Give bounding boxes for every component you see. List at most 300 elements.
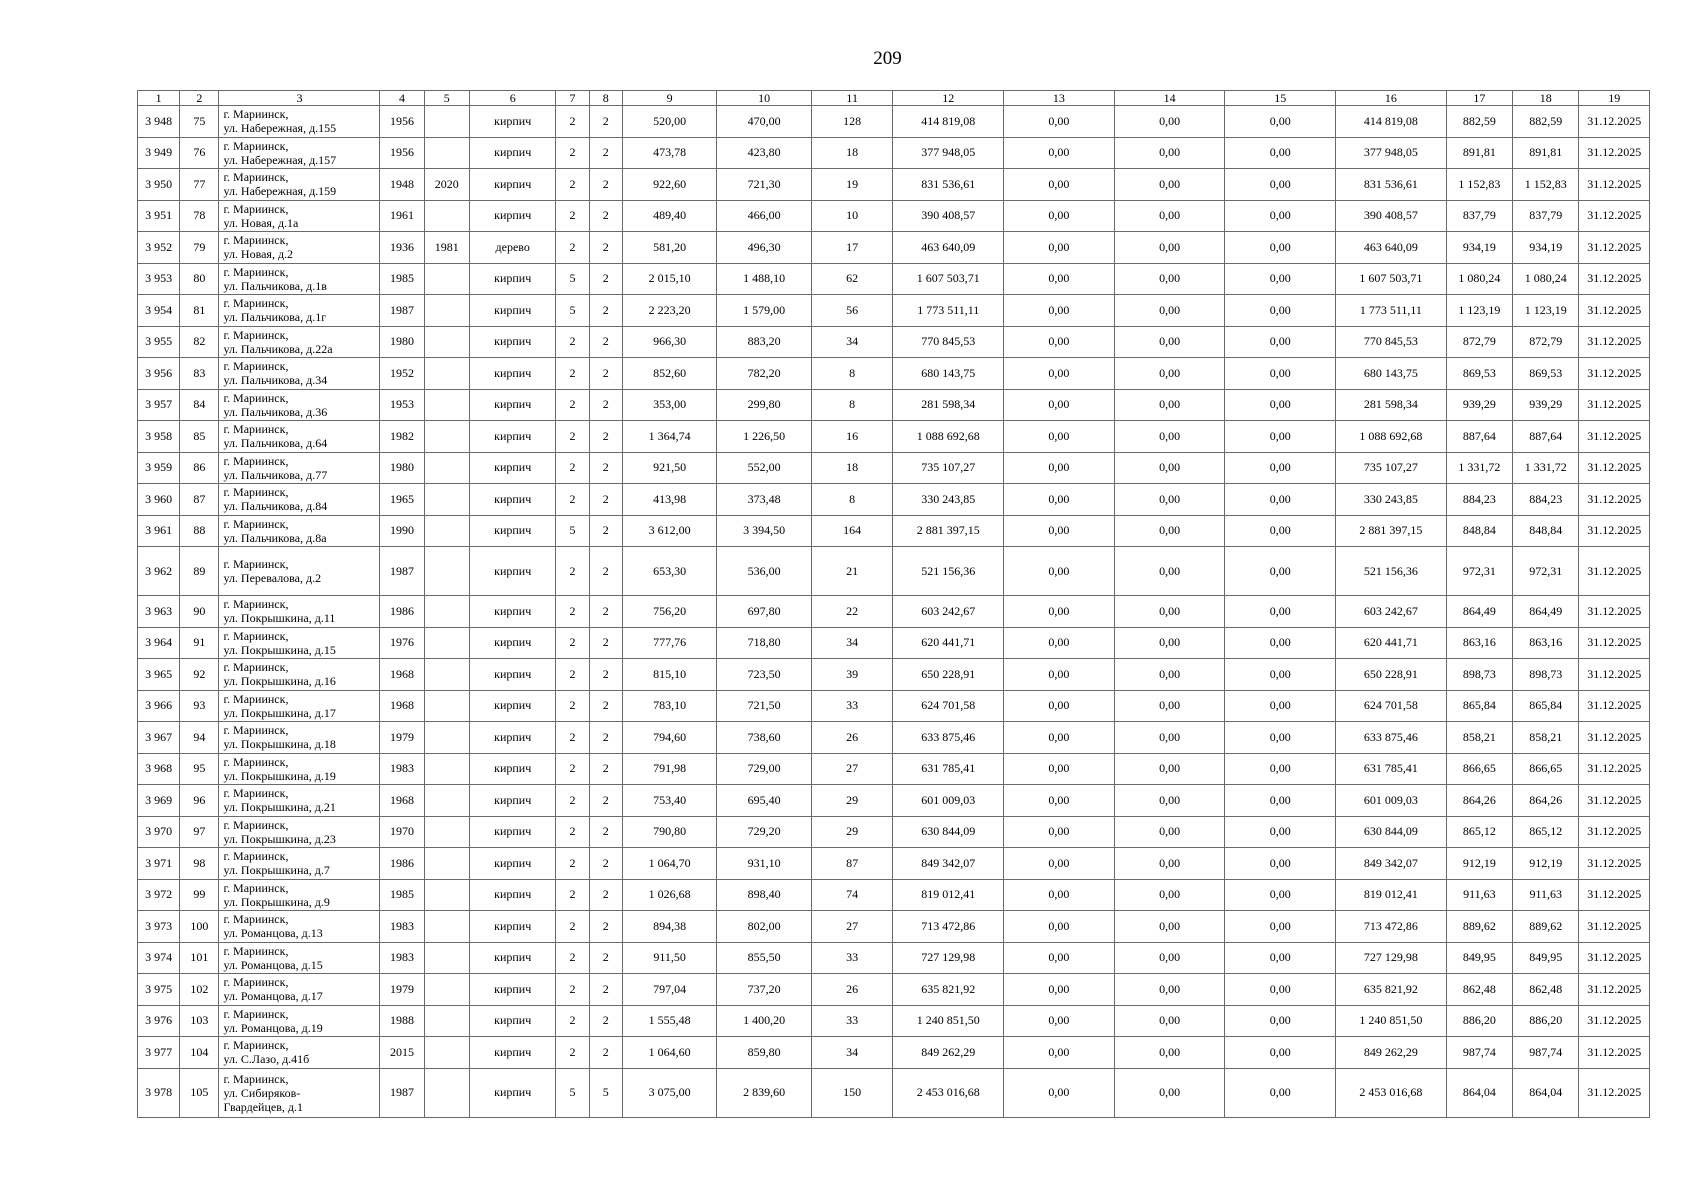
total-area: 653,30	[622, 547, 717, 596]
column-number-header: 2	[180, 91, 219, 106]
total-area: 3 612,00	[622, 515, 717, 547]
cost-column-14: 0,00	[1114, 421, 1225, 453]
local-number: 102	[180, 974, 219, 1006]
floors-count: 2	[556, 326, 589, 358]
total-area: 353,00	[622, 389, 717, 421]
unit-cost-column-17: 872,79	[1446, 326, 1512, 358]
repair-year	[424, 848, 469, 880]
total-cost: 330 243,85	[893, 484, 1004, 516]
floors-count: 2	[556, 232, 589, 264]
floors-count: 2	[556, 911, 589, 943]
total-cost: 727 129,98	[893, 942, 1004, 974]
cost-column-14: 0,00	[1114, 848, 1225, 880]
record-number: 3 962	[138, 547, 180, 596]
address-line: ул. Покрышкина, д.23	[223, 831, 336, 846]
cost-column-13: 0,00	[1004, 484, 1115, 516]
table-row	[138, 1068, 1650, 1117]
floors-count: 2	[556, 785, 589, 817]
record-number: 3 974	[138, 942, 180, 974]
local-number: 93	[180, 690, 219, 722]
residents-count: 164	[811, 515, 892, 547]
entrances-count: 2	[589, 785, 622, 817]
unit-cost-column-18: 898,73	[1513, 659, 1579, 691]
column-number-header: 9	[622, 91, 717, 106]
unit-cost-column-18: 864,04	[1513, 1068, 1579, 1117]
total-cost: 849 262,29	[893, 1037, 1004, 1069]
floors-count: 2	[556, 753, 589, 785]
cost-column-16: 1 240 851,50	[1336, 1005, 1447, 1037]
living-area: 466,00	[717, 200, 812, 232]
address-line: ул. Романцова, д.19	[223, 1020, 323, 1035]
repair-year	[424, 200, 469, 232]
address-line: ул. Покрышкина, д.15	[223, 642, 336, 657]
record-number: 3 961	[138, 515, 180, 547]
wall-material: кирпич	[469, 200, 556, 232]
living-area: 729,00	[717, 753, 812, 785]
address-line: г. Мариинск,	[223, 296, 289, 311]
cost-column-13: 0,00	[1004, 596, 1115, 628]
address-line: ул. Романцова, д.15	[223, 957, 323, 972]
cost-column-13: 0,00	[1004, 879, 1115, 911]
unit-cost-column-17: 865,12	[1446, 816, 1512, 848]
record-number: 3 948	[138, 106, 180, 138]
entrances-count: 2	[589, 389, 622, 421]
residents-count: 8	[811, 358, 892, 390]
table-row	[138, 942, 1650, 974]
living-area: 721,50	[717, 690, 812, 722]
cost-column-14: 0,00	[1114, 627, 1225, 659]
cost-column-16: 650 228,91	[1336, 659, 1447, 691]
completion-date: 31.12.2025	[1579, 452, 1650, 484]
wall-material: кирпич	[469, 785, 556, 817]
total-area: 921,50	[622, 452, 717, 484]
address-line: ул. Пальчикова, д.84	[223, 499, 328, 514]
record-number: 3 960	[138, 484, 180, 516]
table-row	[138, 106, 1650, 138]
address-cell	[219, 596, 380, 628]
unit-cost-column-17: 987,74	[1446, 1037, 1512, 1069]
unit-cost-column-18: 837,79	[1513, 200, 1579, 232]
build-year: 1986	[380, 596, 424, 628]
address-line: ул. Набережная, д.155	[223, 121, 337, 136]
total-cost: 281 598,34	[893, 389, 1004, 421]
residents-count: 33	[811, 942, 892, 974]
completion-date: 31.12.2025	[1579, 911, 1650, 943]
floors-count: 2	[556, 974, 589, 1006]
cost-column-13: 0,00	[1004, 627, 1115, 659]
table-row	[138, 596, 1650, 628]
table-row	[138, 421, 1650, 453]
living-area: 931,10	[717, 848, 812, 880]
living-area: 898,40	[717, 879, 812, 911]
address-line: ул. Новая, д.1а	[223, 215, 299, 230]
cost-column-15: 0,00	[1225, 389, 1336, 421]
unit-cost-column-17: 837,79	[1446, 200, 1512, 232]
cost-column-16: 601 009,03	[1336, 785, 1447, 817]
address-line: ул. Пальчикова, д.36	[223, 404, 328, 419]
local-number: 75	[180, 106, 219, 138]
address-line: г. Мариинск,	[223, 817, 289, 832]
wall-material: кирпич	[469, 596, 556, 628]
unit-cost-column-17: 869,53	[1446, 358, 1512, 390]
residents-count: 26	[811, 722, 892, 754]
cost-column-15: 0,00	[1225, 515, 1336, 547]
total-area: 894,38	[622, 911, 717, 943]
cost-column-13: 0,00	[1004, 137, 1115, 169]
table-row	[138, 627, 1650, 659]
unit-cost-column-18: 911,63	[1513, 879, 1579, 911]
local-number: 95	[180, 753, 219, 785]
unit-cost-column-18: 1 080,24	[1513, 263, 1579, 295]
address-line: г. Мариинск,	[223, 660, 289, 675]
floors-count: 2	[556, 169, 589, 201]
unit-cost-column-17: 1 080,24	[1446, 263, 1512, 295]
cost-column-14: 0,00	[1114, 547, 1225, 596]
floors-count: 2	[556, 1037, 589, 1069]
column-number-header: 18	[1513, 91, 1579, 106]
floors-count: 2	[556, 200, 589, 232]
cost-column-14: 0,00	[1114, 785, 1225, 817]
build-year: 1968	[380, 785, 424, 817]
wall-material: кирпич	[469, 106, 556, 138]
living-area: 855,50	[717, 942, 812, 974]
record-number: 3 969	[138, 785, 180, 817]
table-body	[138, 106, 1650, 1118]
entrances-count: 2	[589, 547, 622, 596]
record-number: 3 977	[138, 1037, 180, 1069]
entrances-count: 2	[589, 1037, 622, 1069]
entrances-count: 2	[589, 974, 622, 1006]
repair-year	[424, 547, 469, 596]
cost-column-13: 0,00	[1004, 389, 1115, 421]
unit-cost-column-18: 1 331,72	[1513, 452, 1579, 484]
cost-column-15: 0,00	[1225, 232, 1336, 264]
completion-date: 31.12.2025	[1579, 942, 1650, 974]
record-number: 3 967	[138, 722, 180, 754]
total-area: 791,98	[622, 753, 717, 785]
address-cell	[219, 1037, 380, 1069]
total-cost: 521 156,36	[893, 547, 1004, 596]
local-number: 77	[180, 169, 219, 201]
floors-count: 2	[556, 659, 589, 691]
residents-count: 87	[811, 848, 892, 880]
residents-count: 33	[811, 690, 892, 722]
unit-cost-column-17: 1 331,72	[1446, 452, 1512, 484]
entrances-count: 2	[589, 137, 622, 169]
record-number: 3 965	[138, 659, 180, 691]
living-area: 373,48	[717, 484, 812, 516]
record-number: 3 957	[138, 389, 180, 421]
cost-column-16: 1 773 511,11	[1336, 295, 1447, 327]
build-year: 1936	[380, 232, 424, 264]
unit-cost-column-17: 972,31	[1446, 547, 1512, 596]
residents-count: 26	[811, 974, 892, 1006]
residents-count: 29	[811, 816, 892, 848]
address-line: ул. Покрышкина, д.9	[223, 894, 330, 909]
table-row	[138, 848, 1650, 880]
record-number: 3 970	[138, 816, 180, 848]
address-line: ул. Романцова, д.17	[223, 989, 323, 1004]
address-cell	[219, 753, 380, 785]
cost-column-14: 0,00	[1114, 942, 1225, 974]
local-number: 84	[180, 389, 219, 421]
address-line: г. Мариинск,	[223, 975, 289, 990]
floors-count: 2	[556, 547, 589, 596]
cost-column-13: 0,00	[1004, 547, 1115, 596]
entrances-count: 2	[589, 452, 622, 484]
unit-cost-column-17: 862,48	[1446, 974, 1512, 1006]
local-number: 96	[180, 785, 219, 817]
living-area: 721,30	[717, 169, 812, 201]
table-row	[138, 1037, 1650, 1069]
address-line: ул. Покрышкина, д.16	[223, 674, 336, 689]
repair-year	[424, 690, 469, 722]
local-number: 88	[180, 515, 219, 547]
local-number: 94	[180, 722, 219, 754]
cost-column-16: 831 536,61	[1336, 169, 1447, 201]
unit-cost-column-18: 863,16	[1513, 627, 1579, 659]
repair-year: 2020	[424, 169, 469, 201]
build-year: 1980	[380, 326, 424, 358]
residents-count: 10	[811, 200, 892, 232]
total-cost: 414 819,08	[893, 106, 1004, 138]
cost-column-15: 0,00	[1225, 659, 1336, 691]
address-cell	[219, 232, 380, 264]
table-row	[138, 659, 1650, 691]
table-row	[138, 974, 1650, 1006]
address-line: ул. Сибиряков-	[223, 1085, 301, 1100]
total-area: 2 223,20	[622, 295, 717, 327]
entrances-count: 2	[589, 1005, 622, 1037]
completion-date: 31.12.2025	[1579, 515, 1650, 547]
unit-cost-column-18: 872,79	[1513, 326, 1579, 358]
residents-count: 8	[811, 389, 892, 421]
living-area: 723,50	[717, 659, 812, 691]
wall-material: кирпич	[469, 659, 556, 691]
unit-cost-column-17: 864,04	[1446, 1068, 1512, 1117]
total-area: 3 075,00	[622, 1068, 717, 1117]
cost-column-16: 330 243,85	[1336, 484, 1447, 516]
address-cell	[219, 547, 380, 596]
address-line: ул. Романцова, д.13	[223, 926, 323, 941]
unit-cost-column-17: 884,23	[1446, 484, 1512, 516]
entrances-count: 2	[589, 596, 622, 628]
build-year: 1948	[380, 169, 424, 201]
cost-column-15: 0,00	[1225, 785, 1336, 817]
unit-cost-column-18: 884,23	[1513, 484, 1579, 516]
total-area: 922,60	[622, 169, 717, 201]
column-number-header: 15	[1225, 91, 1336, 106]
cost-column-14: 0,00	[1114, 722, 1225, 754]
unit-cost-column-18: 858,21	[1513, 722, 1579, 754]
record-number: 3 958	[138, 421, 180, 453]
table-row	[138, 547, 1650, 596]
address-cell	[219, 421, 380, 453]
build-year: 1983	[380, 942, 424, 974]
unit-cost-column-17: 849,95	[1446, 942, 1512, 974]
completion-date: 31.12.2025	[1579, 137, 1650, 169]
record-number: 3 956	[138, 358, 180, 390]
unit-cost-column-17: 882,59	[1446, 106, 1512, 138]
total-area: 413,98	[622, 484, 717, 516]
cost-column-16: 463 640,09	[1336, 232, 1447, 264]
cost-column-13: 0,00	[1004, 169, 1115, 201]
entrances-count: 2	[589, 358, 622, 390]
floors-count: 2	[556, 627, 589, 659]
living-area: 2 839,60	[717, 1068, 812, 1117]
cost-column-14: 0,00	[1114, 974, 1225, 1006]
cost-column-14: 0,00	[1114, 911, 1225, 943]
residents-count: 18	[811, 452, 892, 484]
total-cost: 1 240 851,50	[893, 1005, 1004, 1037]
total-cost: 1 088 692,68	[893, 421, 1004, 453]
cost-column-15: 0,00	[1225, 295, 1336, 327]
cost-column-16: 727 129,98	[1336, 942, 1447, 974]
local-number: 80	[180, 263, 219, 295]
column-number-header: 19	[1579, 91, 1650, 106]
address-line: г. Мариинск,	[223, 359, 289, 374]
local-number: 81	[180, 295, 219, 327]
address-line: г. Мариинск,	[223, 453, 289, 468]
address-cell	[219, 358, 380, 390]
cost-column-13: 0,00	[1004, 974, 1115, 1006]
completion-date: 31.12.2025	[1579, 106, 1650, 138]
cost-column-14: 0,00	[1114, 1037, 1225, 1069]
entrances-count: 2	[589, 627, 622, 659]
local-number: 105	[180, 1068, 219, 1117]
local-number: 103	[180, 1005, 219, 1037]
address-line: ул. Покрышкина, д.18	[223, 737, 336, 752]
total-cost: 2 881 397,15	[893, 515, 1004, 547]
record-number: 3 978	[138, 1068, 180, 1117]
entrances-count: 2	[589, 421, 622, 453]
address-line: г. Мариинск,	[223, 107, 289, 122]
total-area: 489,40	[622, 200, 717, 232]
living-area: 718,80	[717, 627, 812, 659]
address-line: г. Мариинск,	[223, 557, 289, 571]
record-number: 3 975	[138, 974, 180, 1006]
wall-material: дерево	[469, 232, 556, 264]
address-line: г. Мариинск,	[223, 1006, 289, 1021]
residents-count: 21	[811, 547, 892, 596]
cost-column-14: 0,00	[1114, 169, 1225, 201]
address-line: ул. С.Лазо, д.41б	[223, 1052, 310, 1067]
address-line: г. Мариинск,	[223, 233, 289, 248]
entrances-count: 2	[589, 722, 622, 754]
living-area: 1 400,20	[717, 1005, 812, 1037]
cost-column-16: 377 948,05	[1336, 137, 1447, 169]
table-row	[138, 690, 1650, 722]
address-line: г. Мариинск,	[223, 422, 289, 437]
unit-cost-column-17: 939,29	[1446, 389, 1512, 421]
floors-count: 2	[556, 879, 589, 911]
cost-column-13: 0,00	[1004, 200, 1115, 232]
entrances-count: 2	[589, 848, 622, 880]
address-line: ул. Пальчикова, д.1г	[223, 310, 327, 325]
total-area: 1 064,70	[622, 848, 717, 880]
record-number: 3 971	[138, 848, 180, 880]
cost-column-16: 1 088 692,68	[1336, 421, 1447, 453]
cost-column-16: 735 107,27	[1336, 452, 1447, 484]
unit-cost-column-18: 865,12	[1513, 816, 1579, 848]
floors-count: 2	[556, 452, 589, 484]
completion-date: 31.12.2025	[1579, 722, 1650, 754]
cost-column-16: 849 262,29	[1336, 1037, 1447, 1069]
wall-material: кирпич	[469, 421, 556, 453]
table-row	[138, 785, 1650, 817]
cost-column-14: 0,00	[1114, 232, 1225, 264]
residents-count: 17	[811, 232, 892, 264]
local-number: 82	[180, 326, 219, 358]
total-area: 852,60	[622, 358, 717, 390]
residents-count: 16	[811, 421, 892, 453]
wall-material: кирпич	[469, 326, 556, 358]
table-row	[138, 200, 1650, 232]
living-area: 1 226,50	[717, 421, 812, 453]
address-cell	[219, 722, 380, 754]
living-area: 536,00	[717, 547, 812, 596]
unit-cost-column-17: 848,84	[1446, 515, 1512, 547]
local-number: 98	[180, 848, 219, 880]
total-area: 777,76	[622, 627, 717, 659]
repair-year	[424, 753, 469, 785]
column-number-header: 10	[717, 91, 812, 106]
address-cell	[219, 295, 380, 327]
total-area: 520,00	[622, 106, 717, 138]
cost-column-13: 0,00	[1004, 263, 1115, 295]
address-cell	[219, 974, 380, 1006]
build-year: 1988	[380, 1005, 424, 1037]
build-year: 1986	[380, 848, 424, 880]
cost-column-13: 0,00	[1004, 1068, 1115, 1117]
repair-year	[424, 722, 469, 754]
cost-column-16: 281 598,34	[1336, 389, 1447, 421]
wall-material: кирпич	[469, 1005, 556, 1037]
cost-column-16: 680 143,75	[1336, 358, 1447, 390]
completion-date: 31.12.2025	[1579, 848, 1650, 880]
build-year: 2015	[380, 1037, 424, 1069]
floors-count: 2	[556, 942, 589, 974]
address-cell	[219, 690, 380, 722]
record-number: 3 964	[138, 627, 180, 659]
floors-count: 2	[556, 106, 589, 138]
address-line: ул. Пальчикова, д.1в	[223, 278, 327, 293]
address-line: г. Мариинск,	[223, 1038, 289, 1053]
address-cell	[219, 942, 380, 974]
unit-cost-column-18: 987,74	[1513, 1037, 1579, 1069]
total-cost: 377 948,05	[893, 137, 1004, 169]
entrances-count: 2	[589, 200, 622, 232]
cost-column-16: 633 875,46	[1336, 722, 1447, 754]
local-number: 83	[180, 358, 219, 390]
wall-material: кирпич	[469, 452, 556, 484]
total-area: 794,60	[622, 722, 717, 754]
cost-column-15: 0,00	[1225, 484, 1336, 516]
residents-count: 39	[811, 659, 892, 691]
residents-count: 27	[811, 753, 892, 785]
unit-cost-column-18: 848,84	[1513, 515, 1579, 547]
entrances-count: 2	[589, 690, 622, 722]
cost-column-13: 0,00	[1004, 515, 1115, 547]
repair-year	[424, 974, 469, 1006]
unit-cost-column-18: 934,19	[1513, 232, 1579, 264]
column-number-header: 16	[1336, 91, 1447, 106]
cost-column-13: 0,00	[1004, 942, 1115, 974]
residents-count: 19	[811, 169, 892, 201]
cost-column-15: 0,00	[1225, 974, 1336, 1006]
total-area: 790,80	[622, 816, 717, 848]
floors-count: 2	[556, 596, 589, 628]
